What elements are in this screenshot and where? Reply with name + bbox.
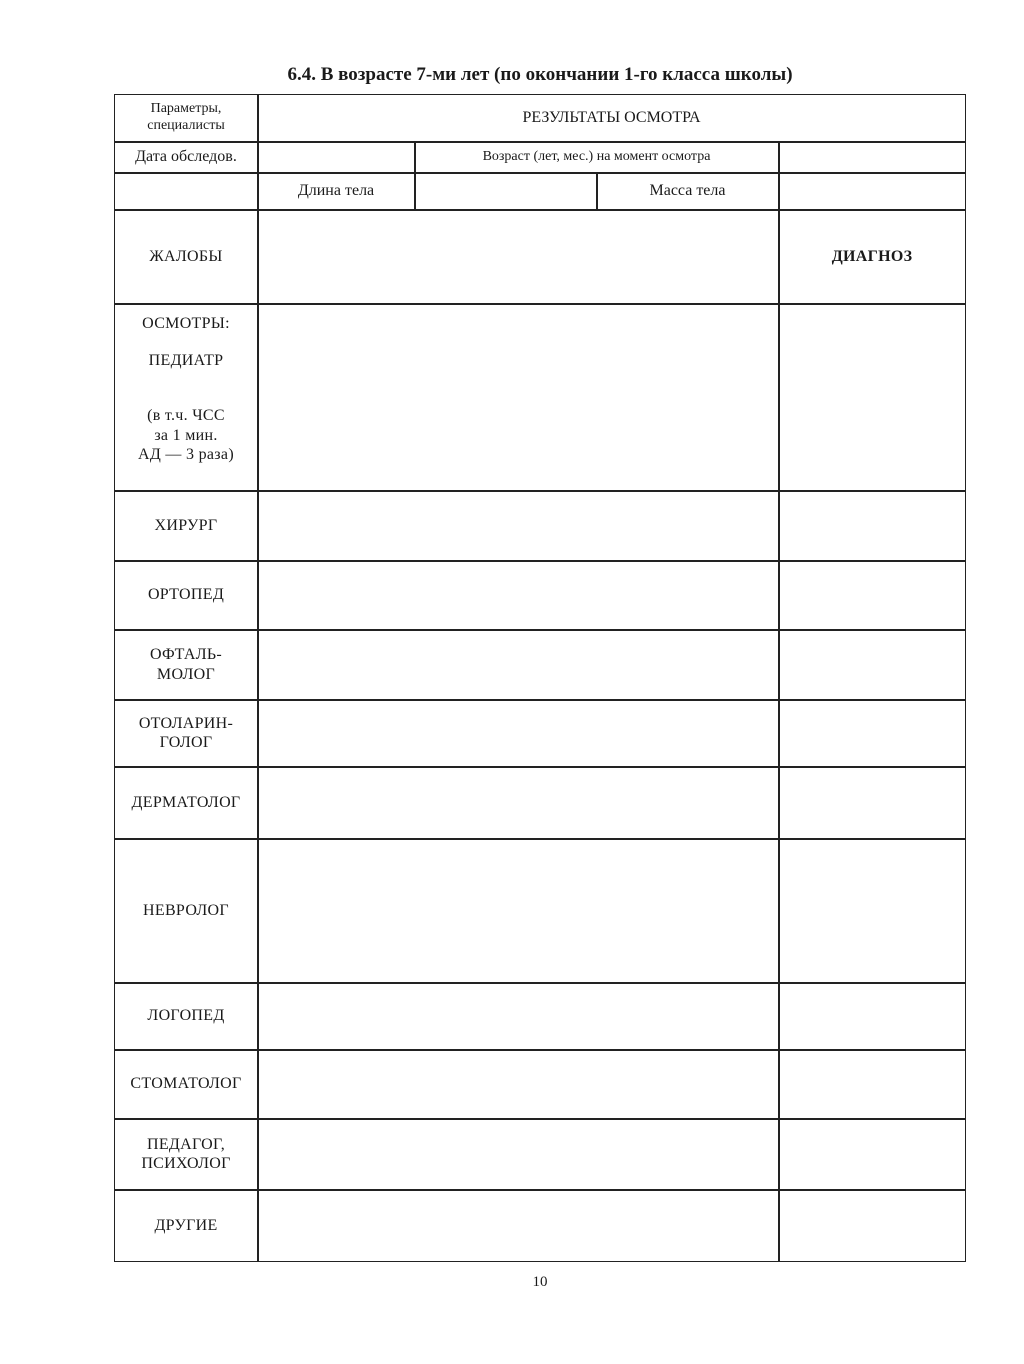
ophthalmologist-label-line-1: ОФТАЛЬ- — [150, 646, 222, 664]
exam-date-label: Дата обследов. — [135, 148, 237, 166]
page-number: 10 — [532, 1274, 548, 1290]
specialists-label: специалисты — [147, 118, 225, 133]
blank-label-cell — [115, 173, 257, 209]
params-header-cell — [115, 95, 257, 141]
diagnosis-header-cell — [779, 210, 965, 266]
results-label: РЕЗУЛЬТАТЫ ОСМОТРА — [522, 109, 701, 127]
pediatrician-label-cell — [115, 304, 257, 490]
neurologist-label: НЕВРОЛОГ — [143, 901, 229, 919]
neurologist-result-cell[interactable] — [258, 839, 778, 982]
orthopedist-diagnosis-cell[interactable] — [779, 561, 965, 629]
surgeon-diagnosis-cell[interactable] — [779, 491, 965, 560]
otolaryngologist-label-line-2: ГОЛОГ — [159, 734, 213, 751]
pediatrician-note-line-1: (в т.ч. ЧСС — [147, 407, 225, 425]
height-label: Длина тела — [297, 182, 375, 200]
pediatrician-label: ПЕДИАТР — [148, 352, 224, 370]
otolaryngologist-result-cell[interactable] — [258, 700, 778, 766]
teacher-psychologist-diagnosis-cell[interactable] — [779, 1119, 965, 1189]
pediatrician-result-cell[interactable] — [258, 304, 778, 490]
speech-therapist-diagnosis-cell[interactable] — [779, 983, 965, 1049]
complaints-label-cell — [115, 210, 257, 303]
complaints-label: ЖАЛОБЫ — [149, 247, 223, 265]
others-label-cell — [115, 1190, 257, 1261]
dentist-label-cell — [115, 1050, 257, 1118]
others-diagnosis-cell[interactable] — [779, 1190, 965, 1261]
results-header-cell — [258, 95, 965, 141]
speech-therapist-label-cell — [115, 983, 257, 1049]
height-label-cell — [258, 173, 414, 209]
age-label: Возраст (лет, мес.) на момент осмотра — [482, 148, 711, 164]
orthopedist-label: ОРТОПЕД — [147, 586, 225, 604]
pediatrician-note-line-3: АД — 3 раза) — [138, 445, 234, 463]
orthopedist-result-cell[interactable] — [258, 561, 778, 629]
surgeon-label-cell — [115, 491, 257, 560]
speech-therapist-label: ЛОГОПЕД — [147, 1007, 225, 1025]
psychologist-label: ПСИХОЛОГ — [141, 1155, 231, 1172]
weight-label: Масса тела — [649, 182, 726, 200]
exam-form-table — [114, 94, 966, 1262]
dermatologist-label-cell — [115, 767, 257, 838]
exam-date-input-cell[interactable] — [258, 142, 414, 172]
speech-therapist-result-cell[interactable] — [258, 983, 778, 1049]
age-input-cell[interactable] — [779, 142, 965, 172]
teacher-label: ПЕДАГОГ, — [146, 1135, 226, 1153]
exams-label: ОСМОТРЫ: — [142, 315, 230, 332]
params-label: Параметры, — [150, 101, 222, 117]
otolaryngologist-label-line-1: ОТОЛАРИН- — [138, 714, 234, 732]
ophthalmologist-label-line-2: МОЛОГ — [156, 665, 216, 683]
others-label: ДРУГИЕ — [154, 1216, 218, 1234]
weight-label-cell — [597, 173, 778, 209]
orthopedist-label-cell — [115, 561, 257, 629]
teacher-psychologist-result-cell[interactable] — [258, 1119, 778, 1189]
pediatrician-diagnosis-cell[interactable] — [779, 304, 965, 490]
neurologist-label-cell — [115, 839, 257, 982]
diagnosis-label: ДИАГНОЗ — [831, 247, 913, 265]
otolaryngologist-diagnosis-cell[interactable] — [779, 700, 965, 766]
surgeon-label: ХИРУРГ — [154, 516, 218, 534]
ophthalmologist-result-cell[interactable] — [258, 630, 778, 699]
age-label-cell — [415, 142, 778, 172]
teacher-psychologist-label-cell — [115, 1119, 257, 1189]
dermatologist-label: ДЕРМАТОЛОГ — [131, 793, 241, 811]
others-result-cell[interactable] — [258, 1190, 778, 1261]
ophthalmologist-label-cell — [115, 630, 257, 699]
dentist-result-cell[interactable] — [258, 1050, 778, 1118]
dermatologist-result-cell[interactable] — [258, 767, 778, 838]
dentist-label: СТОМАТОЛОГ — [130, 1075, 242, 1093]
ophthalmologist-diagnosis-cell[interactable] — [779, 630, 965, 699]
pediatrician-note-line-2: за 1 мин. — [154, 426, 218, 444]
page-title: 6.4. В возрасте 7-ми лет (по окончании 1-го класса школы) — [287, 64, 793, 85]
otolaryngologist-label-cell — [115, 700, 257, 766]
dentist-diagnosis-cell[interactable] — [779, 1050, 965, 1118]
exam-date-label-cell — [115, 142, 257, 172]
height-input-cell[interactable] — [415, 173, 596, 209]
weight-input-cell[interactable] — [779, 173, 965, 209]
dermatologist-diagnosis-cell[interactable] — [779, 767, 965, 838]
neurologist-diagnosis-cell[interactable] — [779, 839, 965, 982]
surgeon-result-cell[interactable] — [258, 491, 778, 560]
complaints-input-cell[interactable] — [258, 210, 778, 303]
